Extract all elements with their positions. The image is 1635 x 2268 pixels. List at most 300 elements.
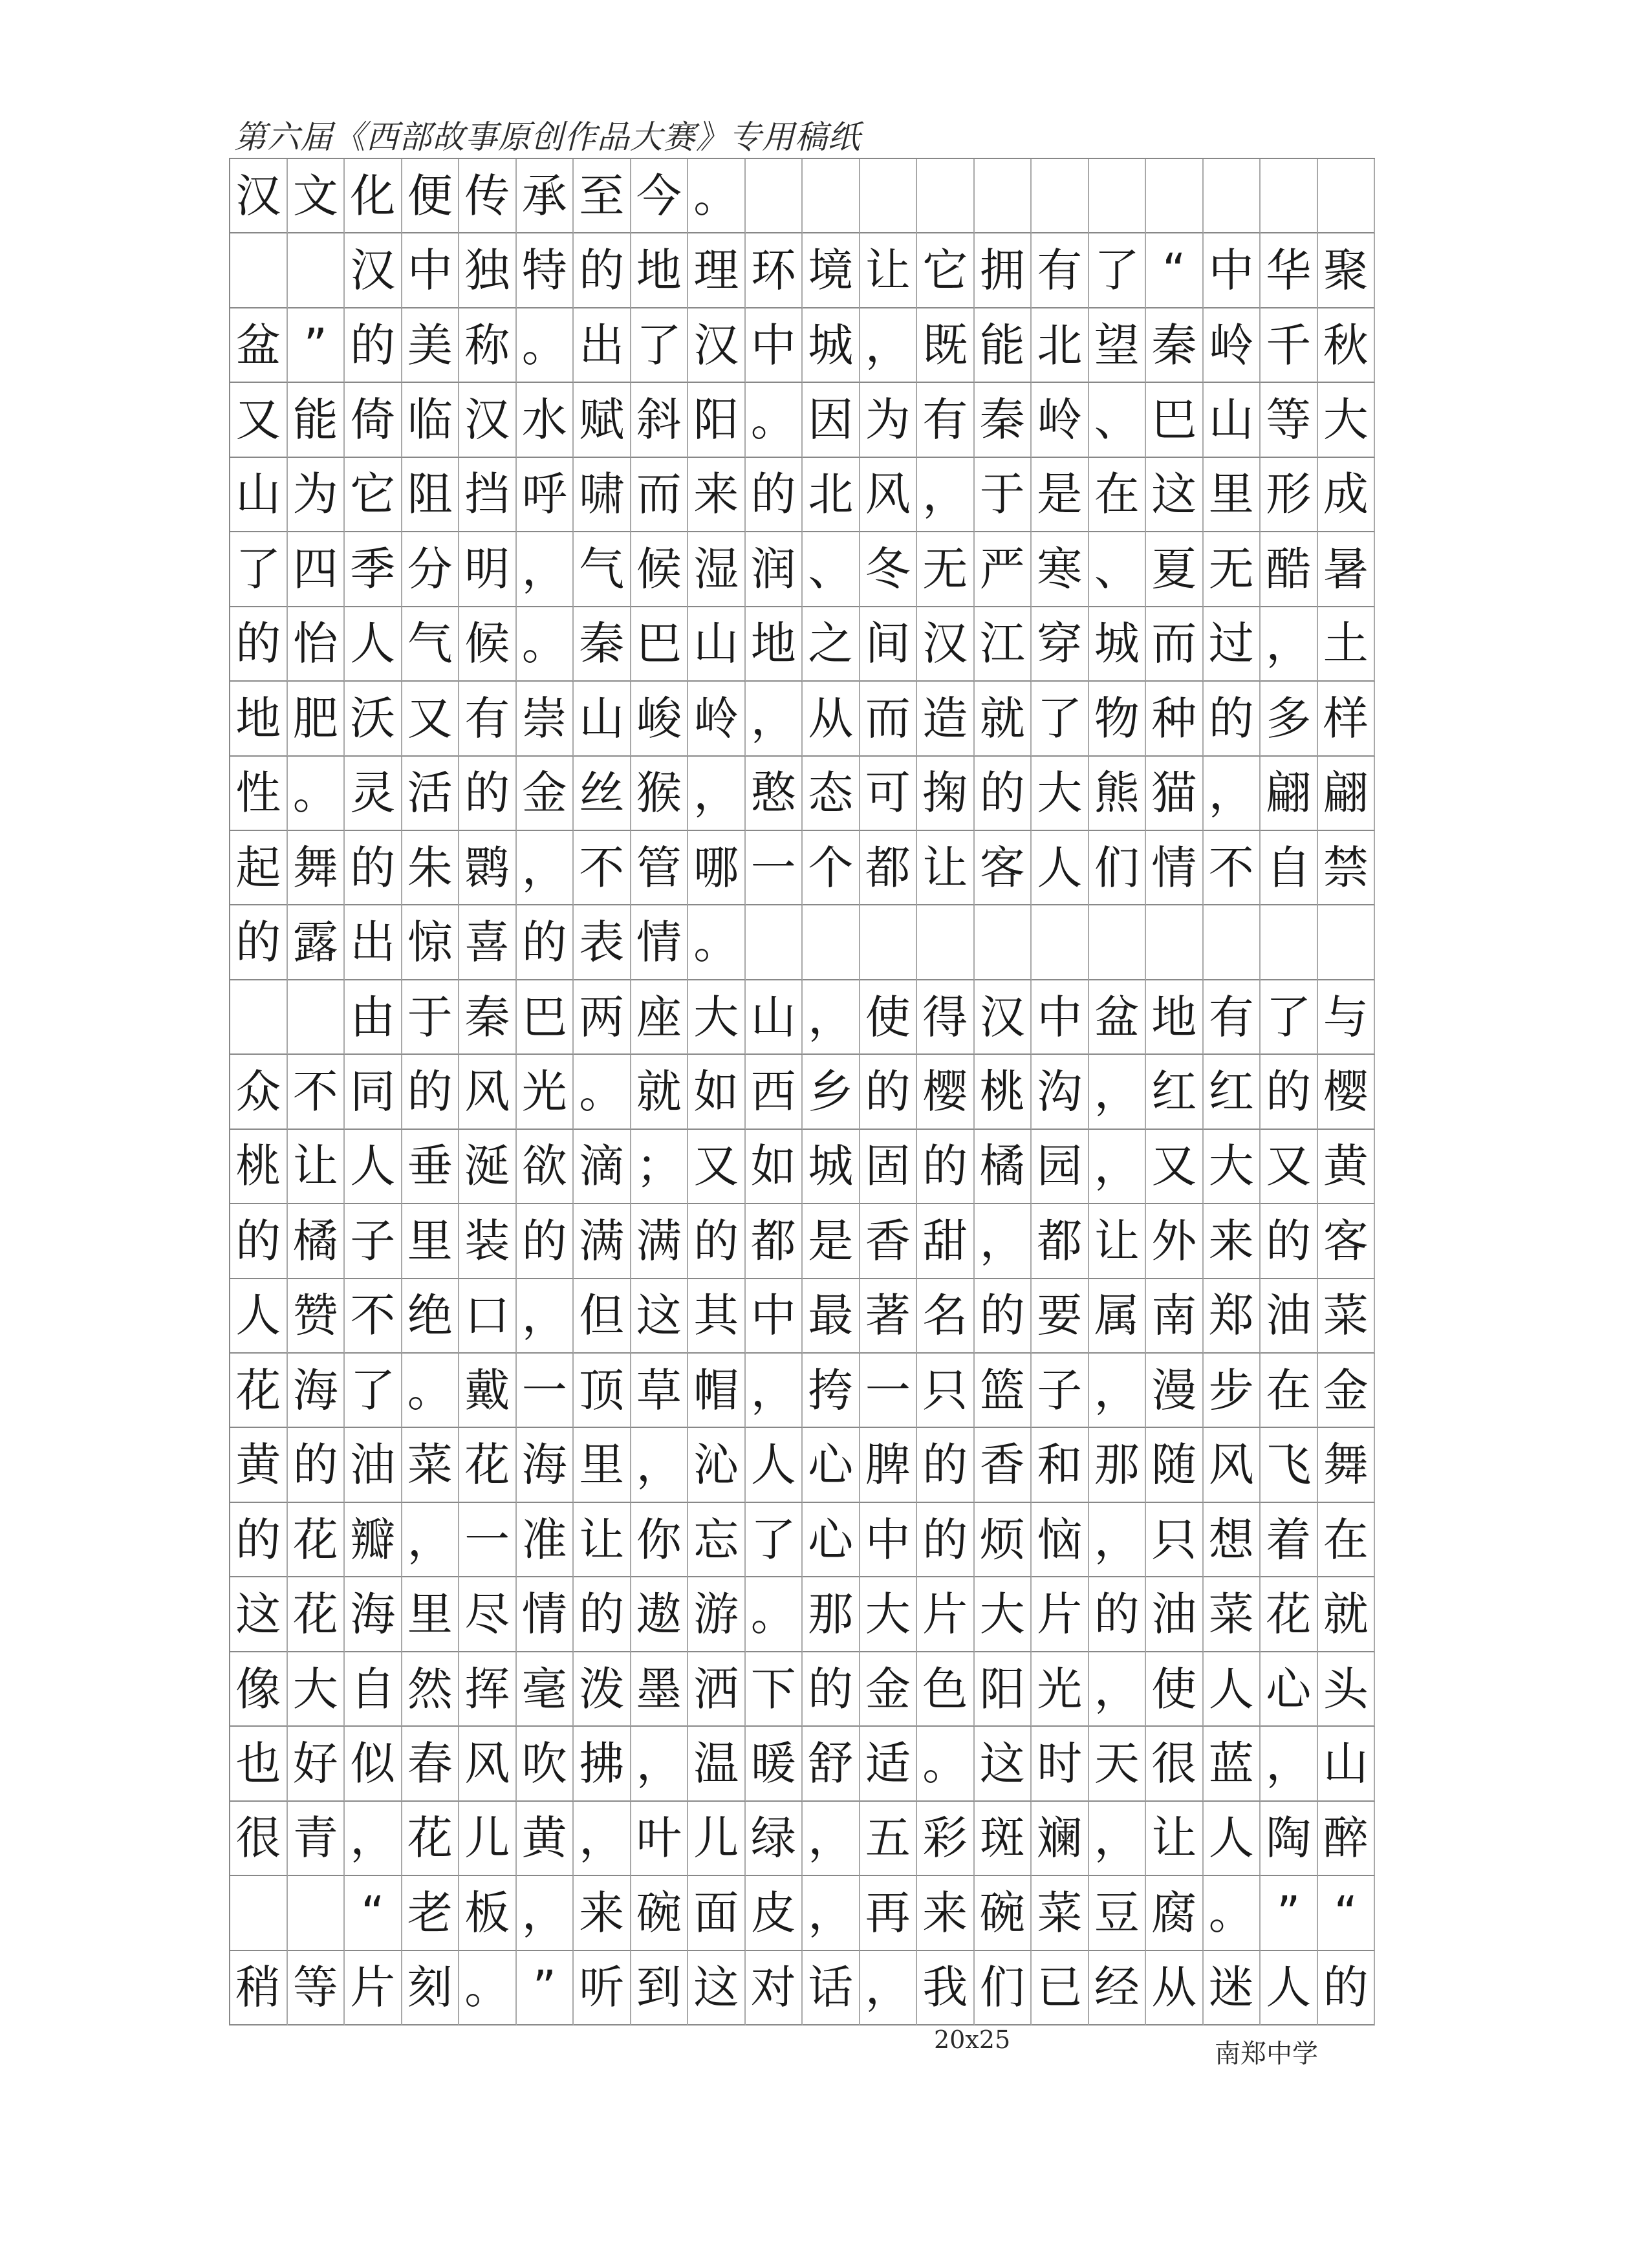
grid-cell [975,905,1032,980]
grid-cell [1204,159,1261,233]
grid-cell: 桃 [975,1055,1032,1129]
grid-cell: 腐 [1146,1876,1204,1950]
grid-cell: 的 [574,1577,631,1652]
grid-cell: 垂 [402,1130,460,1204]
grid-cell: 板 [459,1876,517,1950]
grid-cell: 桃 [230,1130,288,1204]
grid-cell: 里 [574,1428,631,1502]
grid-cell: 、 [803,532,860,607]
grid-cell: 的 [1261,1055,1318,1129]
grid-cell: 惊 [402,905,460,980]
grid-cell: 一 [517,1354,574,1428]
grid-cell: 汉 [917,607,975,682]
grid-cell: 很 [1146,1727,1204,1801]
grid-cell: 。 [746,1577,803,1652]
grid-cell: 之 [803,607,860,682]
grid-cell: 适 [860,1727,918,1801]
grid-cell: 随 [1146,1428,1204,1502]
grid-cell: 舒 [803,1727,860,1801]
grid-cell: 禁 [1318,831,1376,905]
grid-cell: 有 [1032,233,1089,308]
grid-cell: 烦 [975,1503,1032,1577]
grid-cell: 候 [631,532,689,607]
grid-cell: 花 [288,1503,345,1577]
grid-cell: 出 [345,905,402,980]
grid-cell: 绝 [402,1279,460,1354]
grid-cell: 形 [1261,458,1318,532]
grid-cell: 盆 [1089,980,1147,1055]
grid-cell: 子 [345,1204,402,1279]
grid-cell: “ [345,1876,402,1950]
grid-cell: 刻 [402,1951,460,2025]
grid-cell: 承 [517,159,574,233]
grid-cell: 叶 [631,1802,689,1876]
grid-cell: 的 [288,1428,345,1502]
grid-cell [1146,159,1204,233]
grid-cell: 的 [402,1055,460,1129]
grid-cell: 菜 [1204,1577,1261,1652]
grid-cell: 的 [345,308,402,383]
grid-cell: 沟 [1032,1055,1089,1129]
grid-cell: 花 [1261,1577,1318,1652]
grid-cell: 来 [1204,1204,1261,1279]
grid-cell: 的 [230,905,288,980]
grid-cell: 阳 [975,1652,1032,1727]
grid-cell [1261,905,1318,980]
grid-cell: 的 [860,1055,918,1129]
grid-cell: 。 [517,308,574,383]
grid-cell: 漫 [1146,1354,1204,1428]
grid-cell: 翩 [1318,757,1376,831]
grid-cell: 传 [459,159,517,233]
grid-cell: 可 [860,757,918,831]
grid-cell: 为 [860,383,918,457]
grid-cell: 里 [402,1577,460,1652]
grid-cell: 憨 [746,757,803,831]
grid-cell: 的 [1261,1204,1318,1279]
grid-cell: 。 [1204,1876,1261,1950]
grid-cell: 滴 [574,1130,631,1204]
grid-cell: 喜 [459,905,517,980]
grid-cell: 明 [459,532,517,607]
grid-cell: 们 [1089,831,1147,905]
grid-cell: 山 [574,682,631,756]
grid-cell: 来 [917,1876,975,1950]
grid-cell: 碗 [975,1876,1032,1950]
grid-cell: 地 [230,682,288,756]
grid-cell: ， [574,1802,631,1876]
grid-cell: 风 [459,1727,517,1801]
grid-cell: ” [517,1951,574,2025]
grid-cell: 和 [1032,1428,1089,1502]
grid-cell: ， [1089,1652,1147,1727]
grid-cell: 北 [803,458,860,532]
grid-cell: 不 [288,1055,345,1129]
grid-cell: 听 [574,1951,631,2025]
grid-cell: 不 [1204,831,1261,905]
grid-format-label: 20x25 [934,2025,1011,2054]
grid-cell: 大 [1204,1130,1261,1204]
grid-cell: 自 [345,1652,402,1727]
grid-cell: 熊 [1089,757,1147,831]
grid-cell: 已 [1032,1951,1089,2025]
grid-cell: 如 [688,1055,746,1129]
grid-cell: 于 [402,980,460,1055]
grid-cell: 了 [345,1354,402,1428]
grid-cell: 美 [402,308,460,383]
grid-cell: 墨 [631,1652,689,1727]
grid-cell: 这 [688,1951,746,2025]
grid-cell: 表 [574,905,631,980]
grid-cell: 聚 [1318,233,1376,308]
grid-cell: 那 [1089,1428,1147,1502]
grid-cell: 海 [345,1577,402,1652]
grid-cell: 能 [975,308,1032,383]
grid-cell: 彩 [917,1802,975,1876]
grid-cell: 为 [288,458,345,532]
grid-cell: 大 [688,980,746,1055]
grid-cell: 光 [1032,1652,1089,1727]
grid-cell: ， [1204,757,1261,831]
grid-cell: 只 [917,1354,975,1428]
grid-cell: 城 [803,1130,860,1204]
grid-cell: 了 [230,532,288,607]
grid-cell [860,159,918,233]
grid-cell: 秦 [459,980,517,1055]
grid-cell: ， [517,831,574,905]
grid-cell: 光 [517,1055,574,1129]
grid-cell: 花 [288,1577,345,1652]
grid-cell: 风 [1204,1428,1261,1502]
grid-cell: 尽 [459,1577,517,1652]
grid-cell: 乡 [803,1055,860,1129]
grid-cell [746,905,803,980]
grid-cell: 情 [517,1577,574,1652]
grid-cell: 一 [459,1503,517,1577]
grid-cell: 红 [1146,1055,1204,1129]
grid-cell: ， [1089,1130,1147,1204]
grid-cell: 怡 [288,607,345,682]
grid-cell: 甜 [917,1204,975,1279]
grid-cell: 最 [803,1279,860,1354]
grid-cell: 外 [1146,1204,1204,1279]
grid-cell: 城 [803,308,860,383]
grid-cell: 不 [574,831,631,905]
grid-cell: 醉 [1318,1802,1376,1876]
grid-cell: 来 [688,458,746,532]
grid-cell [288,980,345,1055]
grid-cell: 五 [860,1802,918,1876]
grid-cell: 今 [631,159,689,233]
grid-cell: 好 [288,1727,345,1801]
grid-cell: 分 [402,532,460,607]
grid-cell: 同 [345,1055,402,1129]
grid-cell: 掬 [917,757,975,831]
grid-cell: 儿 [459,1802,517,1876]
grid-cell: 北 [1032,308,1089,383]
grid-cell: ， [803,1802,860,1876]
grid-cell: 就 [1318,1577,1376,1652]
grid-cell: ， [402,1503,460,1577]
grid-cell: 。 [402,1354,460,1428]
grid-cell [1146,905,1204,980]
grid-cell: 洒 [688,1652,746,1727]
grid-cell: 舞 [288,831,345,905]
grid-cell: 而 [1146,607,1204,682]
grid-cell: 帽 [688,1354,746,1428]
grid-cell: 恼 [1032,1503,1089,1577]
grid-cell: ， [345,1802,402,1876]
school-name: 南郑中学 [1215,2039,1318,2069]
grid-cell: ， [803,1876,860,1950]
grid-cell: 忘 [688,1503,746,1577]
grid-cell: 都 [860,831,918,905]
grid-cell: 阻 [402,458,460,532]
grid-cell: 然 [402,1652,460,1727]
grid-cell: 地 [1146,980,1204,1055]
grid-cell: 很 [230,1802,288,1876]
grid-cell: 露 [288,905,345,980]
grid-cell: 天 [1089,1727,1147,1801]
grid-cell: 又 [688,1130,746,1204]
grid-cell: 挎 [803,1354,860,1428]
grid-cell: 草 [631,1354,689,1428]
grid-cell: 冬 [860,532,918,607]
grid-cell: 人 [345,1130,402,1204]
grid-cell: 猴 [631,757,689,831]
grid-cell: 。 [574,1055,631,1129]
grid-cell: 的 [230,1204,288,1279]
grid-cell: 巴 [631,607,689,682]
grid-cell: 灵 [345,757,402,831]
grid-cell: 人 [1204,1802,1261,1876]
grid-cell: 斜 [631,383,689,457]
grid-cell [1089,905,1147,980]
grid-cell: 头 [1318,1652,1376,1727]
grid-cell: 们 [975,1951,1032,2025]
grid-cell: 我 [917,1951,975,2025]
grid-cell: 崇 [517,682,574,756]
grid-cell: 由 [345,980,402,1055]
grid-cell: 有 [459,682,517,756]
grid-cell: 种 [1146,682,1204,756]
grid-cell: 汉 [230,159,288,233]
grid-cell: 与 [1318,980,1376,1055]
grid-cell: 属 [1089,1279,1147,1354]
grid-cell: 岭 [688,682,746,756]
grid-cell: 片 [345,1951,402,2025]
grid-cell: 想 [1204,1503,1261,1577]
grid-cell: 吹 [517,1727,574,1801]
grid-cell: 临 [402,383,460,457]
grid-cell: 气 [402,607,460,682]
grid-cell: 中 [1032,980,1089,1055]
grid-cell: 境 [803,233,860,308]
grid-cell: 名 [917,1279,975,1354]
grid-cell: 中 [746,1279,803,1354]
grid-cell: 菜 [1032,1876,1089,1950]
grid-cell: 山 [230,458,288,532]
grid-cell: 。 [746,383,803,457]
grid-cell: ， [517,1279,574,1354]
grid-cell: 赞 [288,1279,345,1354]
grid-cell: 的 [917,1130,975,1204]
grid-cell: 似 [345,1727,402,1801]
grid-cell: 迷 [1204,1951,1261,2025]
grid-cell: 肥 [288,682,345,756]
grid-cell: 穿 [1032,607,1089,682]
grid-cell: ， [975,1204,1032,1279]
grid-cell: 物 [1089,682,1147,756]
grid-cell: “ [1318,1876,1376,1950]
grid-cell: 让 [917,831,975,905]
grid-cell: 汉 [688,308,746,383]
grid-cell: 片 [1032,1577,1089,1652]
grid-cell: 菜 [402,1428,460,1502]
grid-cell: 而 [860,682,918,756]
grid-cell: ， [860,308,918,383]
grid-cell: 的 [917,1503,975,1577]
grid-cell: ， [688,757,746,831]
grid-cell: 出 [574,308,631,383]
grid-cell: 猫 [1146,757,1204,831]
grid-cell: 风 [860,458,918,532]
grid-cell: 泼 [574,1652,631,1727]
grid-cell: 经 [1089,1951,1147,2025]
grid-cell: 了 [631,308,689,383]
grid-cell: 碗 [631,1876,689,1950]
grid-cell: 人 [345,607,402,682]
grid-cell: 遨 [631,1577,689,1652]
grid-cell: 严 [975,532,1032,607]
grid-cell: ， [1261,607,1318,682]
grid-cell: 如 [746,1130,803,1204]
grid-cell: 让 [1089,1204,1147,1279]
grid-cell: 山 [688,607,746,682]
grid-cell: 过 [1204,607,1261,682]
grid-cell: 金 [1318,1354,1376,1428]
grid-cell: 汉 [459,383,517,457]
grid-cell [917,905,975,980]
grid-cell: 时 [1032,1727,1089,1801]
grid-cell: 水 [517,383,574,457]
grid-cell: 暖 [746,1727,803,1801]
grid-cell: 大 [860,1577,918,1652]
grid-cell: 欲 [517,1130,574,1204]
grid-cell: 山 [1318,1727,1376,1801]
grid-cell: 都 [746,1204,803,1279]
grid-cell: 能 [288,383,345,457]
grid-cell: 让 [1146,1802,1204,1876]
grid-cell: 既 [917,308,975,383]
grid-cell [288,1876,345,1950]
grid-cell: 从 [1146,1951,1204,2025]
grid-cell: 使 [1146,1652,1204,1727]
grid-cell: 这 [230,1577,288,1652]
grid-cell: ， [746,682,803,756]
grid-cell: 在 [1089,458,1147,532]
grid-cell: 间 [860,607,918,682]
grid-cell: 的 [517,905,574,980]
grid-cell: 特 [517,233,574,308]
grid-cell: 是 [803,1204,860,1279]
grid-cell: 步 [1204,1354,1261,1428]
grid-cell: 有 [1204,980,1261,1055]
grid-cell: 不 [345,1279,402,1354]
grid-cell: ， [917,458,975,532]
grid-cell: 岭 [1032,383,1089,457]
grid-cell: 里 [1204,458,1261,532]
grid-cell: 望 [1089,308,1147,383]
grid-cell: 大 [1032,757,1089,831]
grid-cell: 绿 [746,1802,803,1876]
grid-cell: 南 [1146,1279,1204,1354]
grid-cell: 这 [631,1279,689,1354]
grid-cell: 又 [230,383,288,457]
grid-cell: 的 [917,1428,975,1502]
grid-cell: 至 [574,159,631,233]
grid-cell: 花 [402,1802,460,1876]
grid-cell: 橘 [288,1204,345,1279]
grid-cell: 气 [574,532,631,607]
grid-cell: 阳 [688,383,746,457]
grid-cell: 红 [1204,1055,1261,1129]
grid-cell: 等 [1261,383,1318,457]
grid-cell: 对 [746,1951,803,2025]
grid-cell: 樱 [1318,1055,1376,1129]
grid-cell: 理 [688,233,746,308]
grid-cell: 下 [746,1652,803,1727]
grid-cell: 游 [688,1577,746,1652]
grid-cell: 润 [746,532,803,607]
grid-cell: 斑 [975,1802,1032,1876]
grid-cell: 丝 [574,757,631,831]
grid-cell [230,980,288,1055]
grid-cell: ” [1261,1876,1318,1950]
grid-cell: 毫 [517,1652,574,1727]
grid-cell: 顶 [574,1354,631,1428]
grid-cell: ， [1089,1802,1147,1876]
page-header: 第六届《西部故事原创作品大赛》专用稿纸 [234,118,861,156]
grid-cell: 酷 [1261,532,1318,607]
grid-cell: 也 [230,1727,288,1801]
grid-cell: 城 [1089,607,1147,682]
grid-cell: 管 [631,831,689,905]
grid-cell: 黄 [230,1428,288,1502]
grid-cell: 皮 [746,1876,803,1950]
grid-cell: 的 [345,831,402,905]
grid-cell: 舞 [1318,1428,1376,1502]
grid-cell: 候 [459,607,517,682]
grid-cell [230,1876,288,1950]
grid-cell [288,233,345,308]
grid-cell: 人 [1204,1652,1261,1727]
grid-cell: 老 [402,1876,460,1950]
grid-cell: 像 [230,1652,288,1727]
grid-cell: ， [631,1428,689,1502]
grid-cell: 在 [1318,1503,1376,1577]
grid-cell: 瓣 [345,1503,402,1577]
grid-cell: 准 [517,1503,574,1577]
grid-cell: 自 [1261,831,1318,905]
grid-cell: 赋 [574,383,631,457]
grid-cell: 呼 [517,458,574,532]
grid-cell: 斓 [1032,1802,1089,1876]
grid-cell: ， [631,1727,689,1801]
grid-cell: 便 [402,159,460,233]
grid-cell: 脾 [860,1428,918,1502]
grid-cell: 挥 [459,1652,517,1727]
